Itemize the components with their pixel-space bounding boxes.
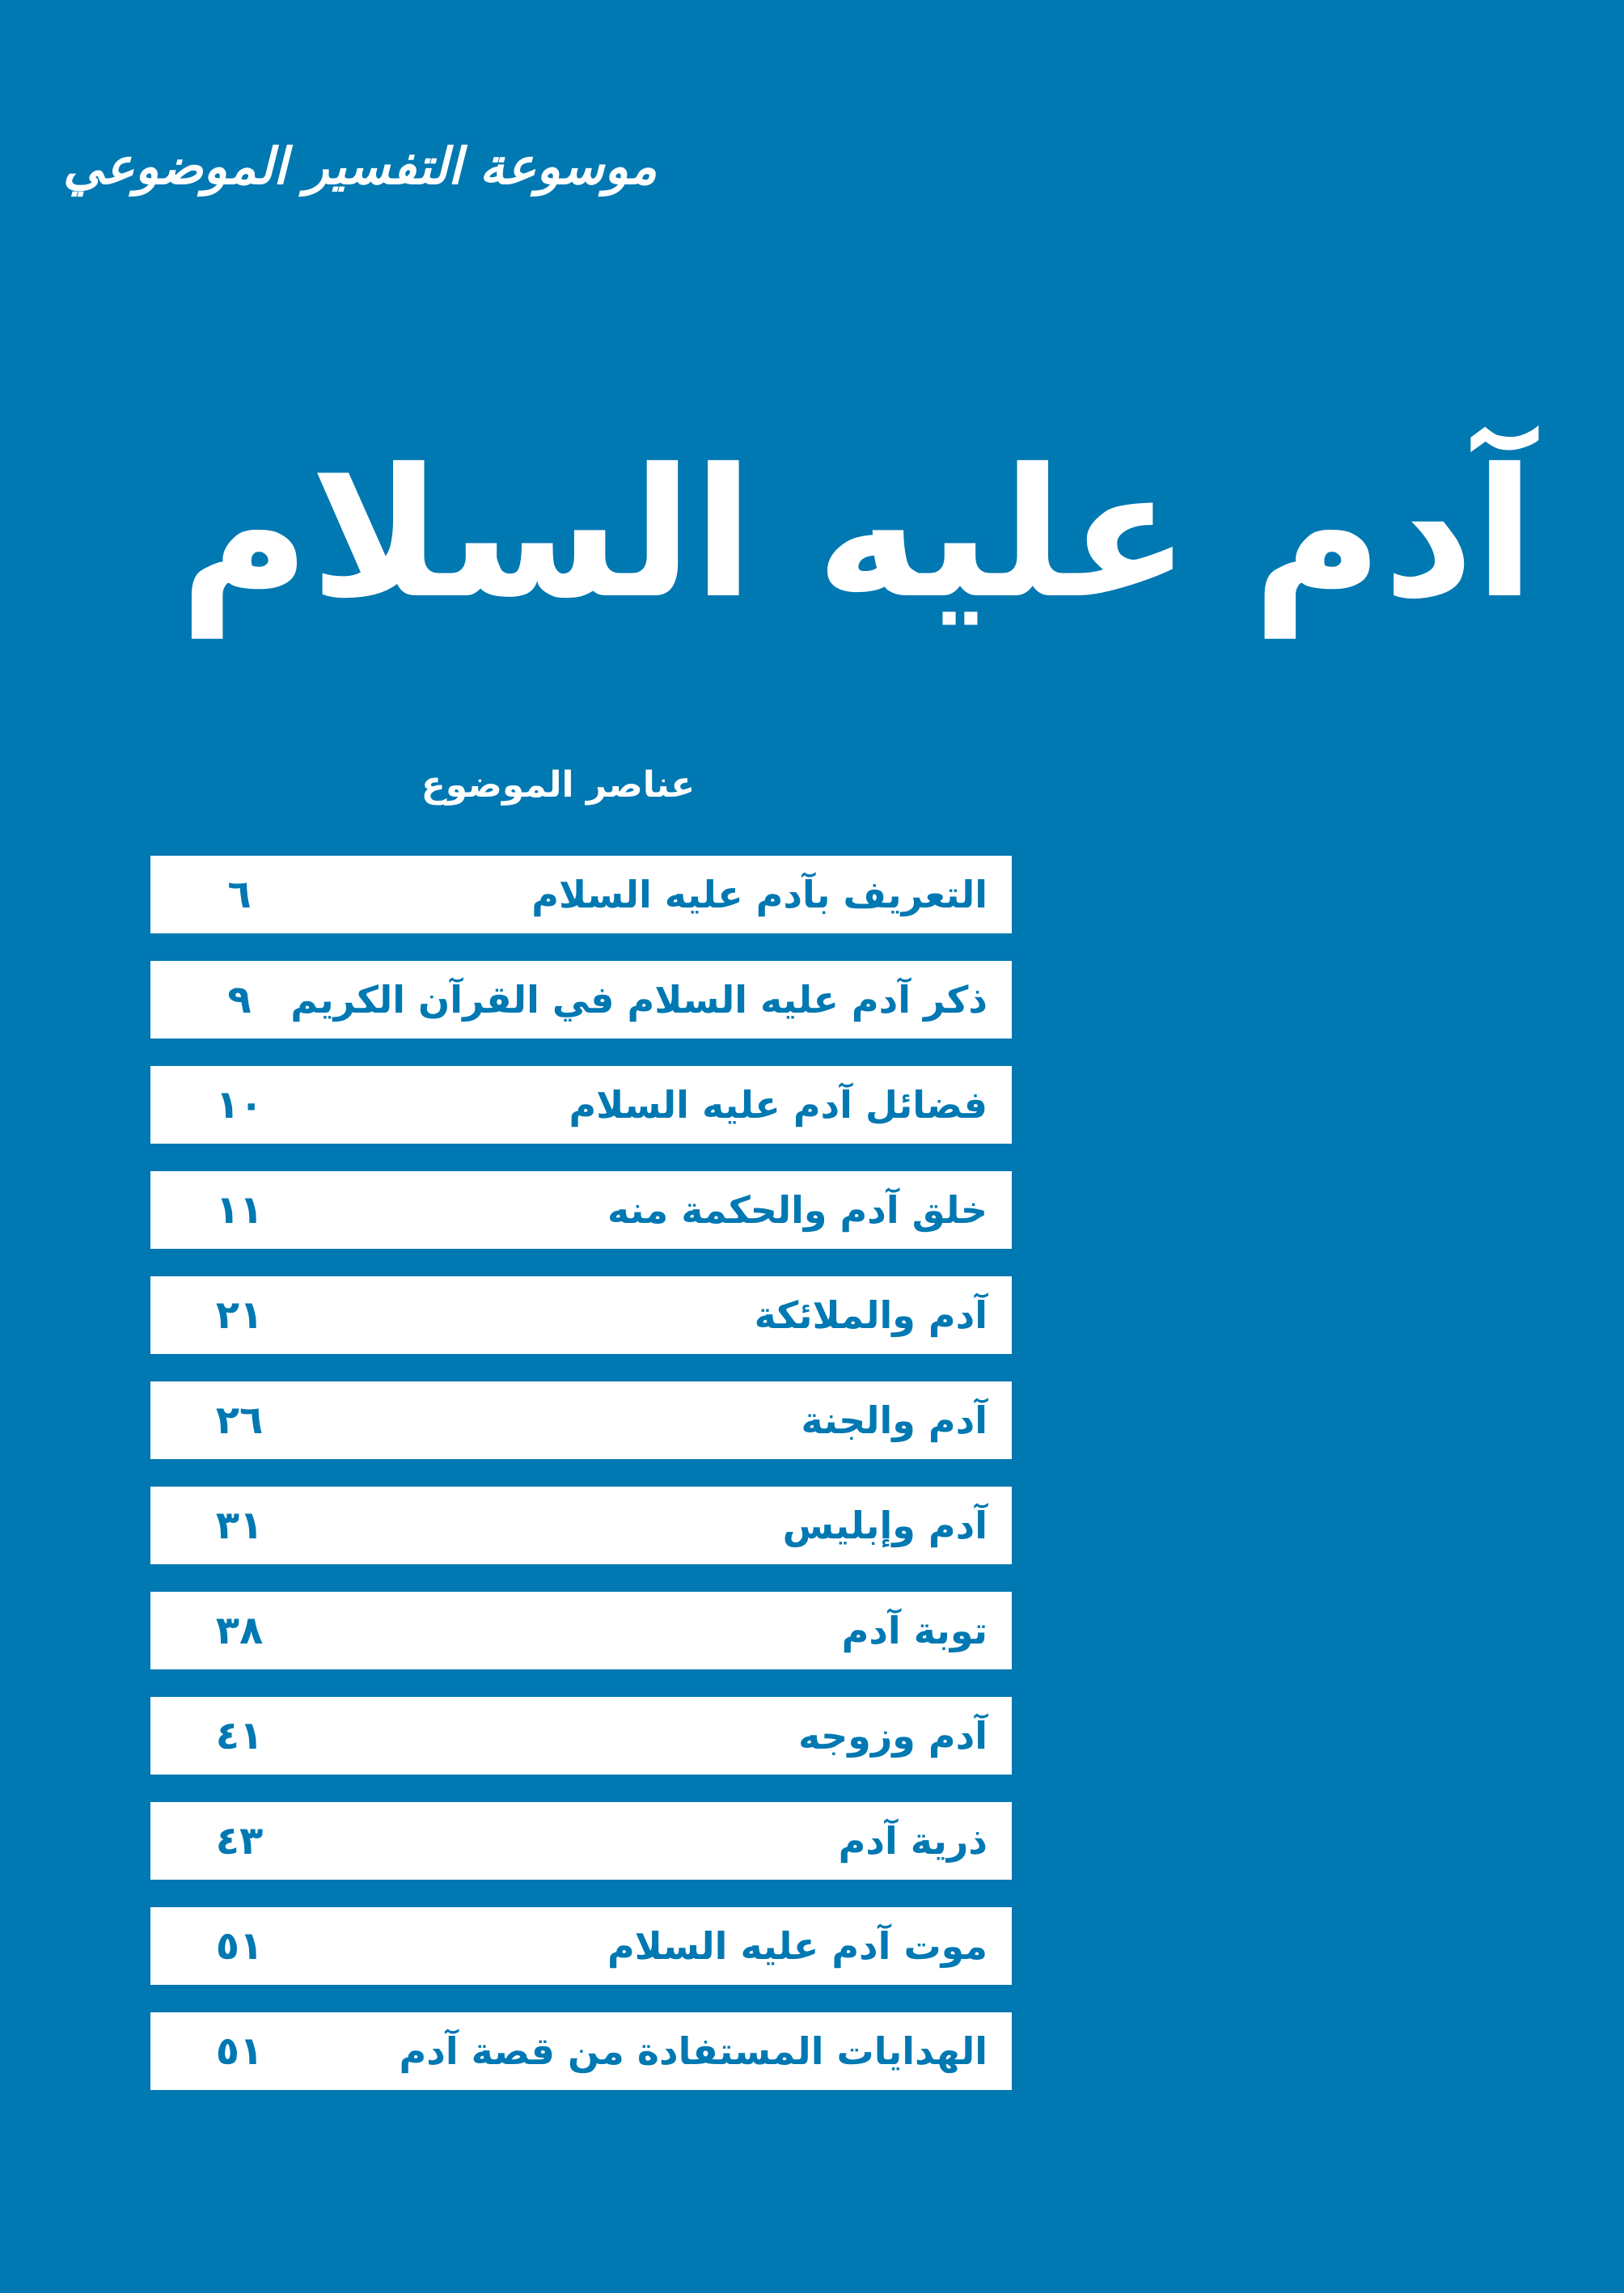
toc-row[interactable] [150,1171,1012,1249]
toc-item-page-number: ٣١ [215,1503,264,1548]
toc-item-label: ذكر آدم عليه السلام في القرآن الكريم [290,978,988,1022]
toc-row[interactable] [150,2012,1012,2090]
toc-item-label: آدم والجنة [801,1398,988,1442]
toc-item-label: آدم وإبليس [782,1504,988,1547]
toc-item-label: فضائل آدم عليه السلام [569,1083,988,1127]
toc-item-label: خلق آدم والحكمة منه [607,1188,988,1232]
toc-item-label: توبة آدم [841,1609,988,1652]
toc-row[interactable] [150,1381,1012,1459]
toc-item-label: التعريف بآدم عليه السلام [531,873,988,916]
toc-item-page-number: ٥١ [215,1923,264,1969]
toc-row[interactable] [150,1276,1012,1354]
toc-row[interactable] [150,1697,1012,1775]
page-title: آدم عليه السلام [179,430,1536,637]
toc-item-page-number: ٣٨ [215,1608,264,1653]
toc-row[interactable] [150,856,1012,933]
toc-item-label: آدم والملائكة [754,1293,988,1337]
toc-heading: عناصر الموضوع [421,764,696,806]
toc-item-label: آدم وزوجه [798,1714,988,1758]
toc-item-page-number: ١٠ [215,1082,264,1127]
toc-row[interactable] [150,1907,1012,1985]
table-of-contents [150,856,1012,2117]
toc-item-page-number: ٤١ [215,1713,264,1758]
toc-item-page-number: ٥١ [215,2029,264,2074]
series-logo: موسوعة التفسير الموضوعي [62,136,658,196]
toc-item-label: الهدايات المستفادة من قصة آدم [399,2029,988,2073]
toc-item-label: موت آدم عليه السلام [607,1924,988,1968]
toc-item-page-number: ٦ [227,872,252,917]
toc-item-page-number: ٢٦ [215,1398,264,1443]
toc-row[interactable] [150,1066,1012,1144]
toc-row[interactable] [150,1592,1012,1669]
toc-row[interactable] [150,1487,1012,1564]
toc-item-page-number: ٢١ [215,1292,264,1338]
toc-row[interactable] [150,1802,1012,1880]
toc-item-page-number: ٩ [227,977,252,1022]
toc-item-page-number: ١١ [215,1187,264,1233]
toc-row[interactable] [150,961,1012,1039]
toc-item-label: ذرية آدم [838,1819,988,1863]
toc-item-page-number: ٤٣ [215,1818,264,1864]
